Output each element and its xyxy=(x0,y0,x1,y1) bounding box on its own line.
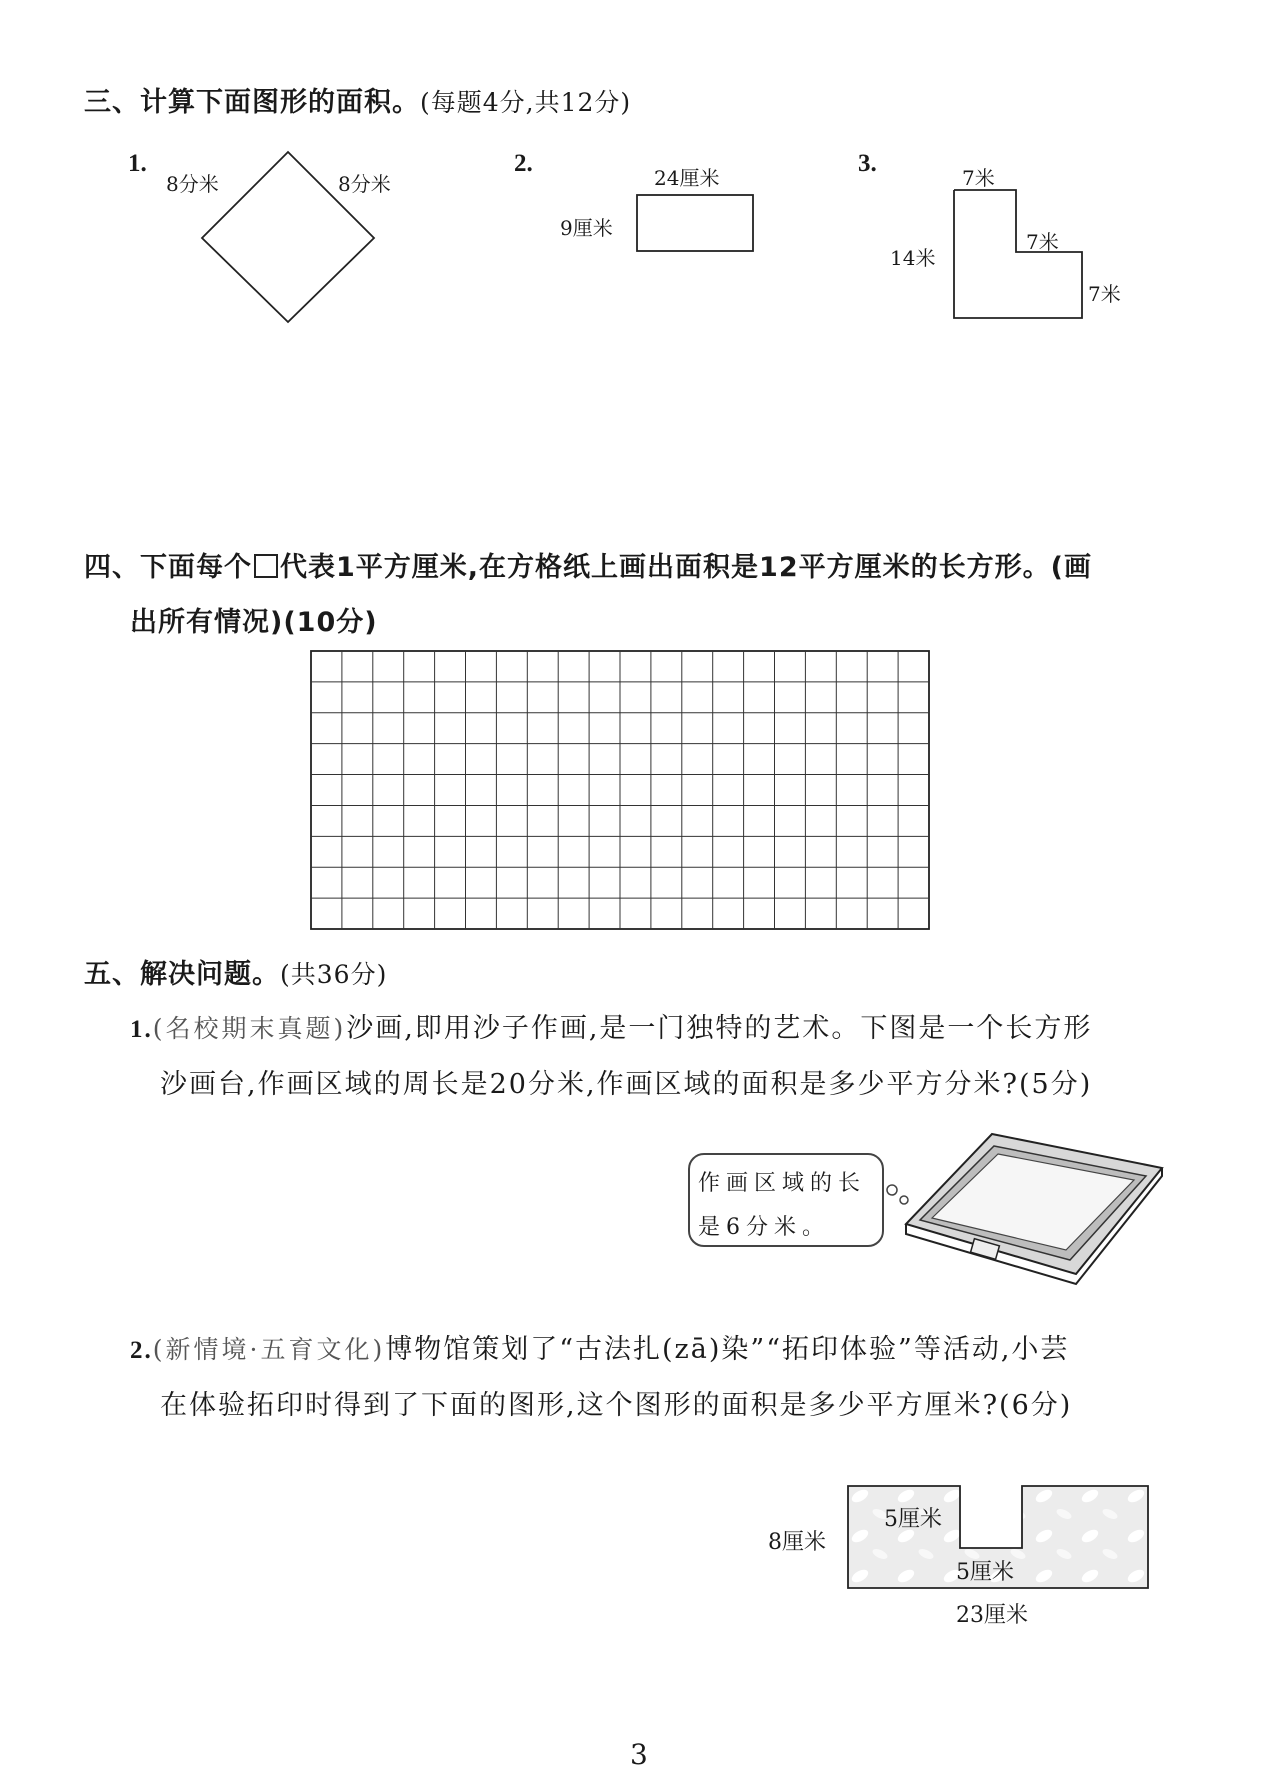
s3-q3-l-shape-figure xyxy=(952,188,1086,322)
page-number: 3 xyxy=(630,1738,648,1771)
unit-square-icon xyxy=(254,554,278,578)
s3-q2-left-label: 9厘米 xyxy=(560,216,613,240)
s5-q2-number: 2. xyxy=(130,1337,153,1364)
s5-q1-source-tag: (名校期末真题) xyxy=(152,1014,347,1043)
section3-heading: 三、计算下面图形的面积。(每题4分,共12分) xyxy=(84,87,632,118)
section4-heading: 四、下面每个 代表1平方厘米,在方格纸上画出面积是12平方厘米的长方形。(画 xyxy=(84,552,1092,583)
s5-q1-line2: 沙画台,作画区域的周长是20分米,作画区域的面积是多少平方分米?(5分) xyxy=(160,1069,1093,1100)
s5-q2-source-tag: (新情境·五育文化) xyxy=(152,1335,386,1364)
s5-q2-bottom-label: 23厘米 xyxy=(956,1603,1028,1628)
s3-q1-square-figure xyxy=(200,150,380,325)
s3-q3-right-label: 7米 xyxy=(1088,282,1121,306)
s3-q3-middle-label: 7米 xyxy=(1026,230,1059,254)
section4-heading-line2: 出所有情况)(10分) xyxy=(130,607,378,638)
square-grid-paper[interactable] xyxy=(310,650,930,930)
s3-q3-number: 3. xyxy=(858,150,877,177)
s3-q3-left-label: 14米 xyxy=(890,246,936,270)
s5-q2-line1: 2.(新情境·五育文化)博物馆策划了“古法扎(zā)染”“拓印体验”等活动,小芸 xyxy=(130,1334,1070,1365)
section5-heading: 五、解决问题。(共36分) xyxy=(84,959,388,990)
s3-q2-number: 2. xyxy=(514,150,533,177)
s5-q1-line1: 1.(名校期末真题)沙画,即用沙子作画,是一门独特的艺术。下图是一个长方形 xyxy=(130,1013,1093,1044)
s5-q2-line2: 在体验拓印时得到了下面的图形,这个图形的面积是多少平方厘米?(6分) xyxy=(160,1390,1073,1421)
s5-q1-bubble-line2: 是6分米。 xyxy=(698,1215,830,1240)
s5-q2-left-label: 8厘米 xyxy=(768,1530,826,1555)
s5-q2-notch-width-label: 5厘米 xyxy=(956,1560,1014,1585)
s3-q1-number: 1. xyxy=(128,150,147,177)
s3-q1-left-side-label: 8分米 xyxy=(166,172,219,196)
s3-q2-rectangle-figure xyxy=(636,194,754,254)
s5-q1-sand-tray-illustration xyxy=(900,1132,1166,1278)
s5-q1-number: 1. xyxy=(130,1016,153,1043)
s5-q1-bubble-line1: 作画区域的长 xyxy=(698,1171,867,1196)
s3-q3-top-label: 7米 xyxy=(962,166,995,190)
s3-q1-right-side-label: 8分米 xyxy=(338,172,391,196)
s5-q2-notch-height-label: 5厘米 xyxy=(884,1507,942,1532)
s3-q2-top-label: 24厘米 xyxy=(654,166,720,190)
